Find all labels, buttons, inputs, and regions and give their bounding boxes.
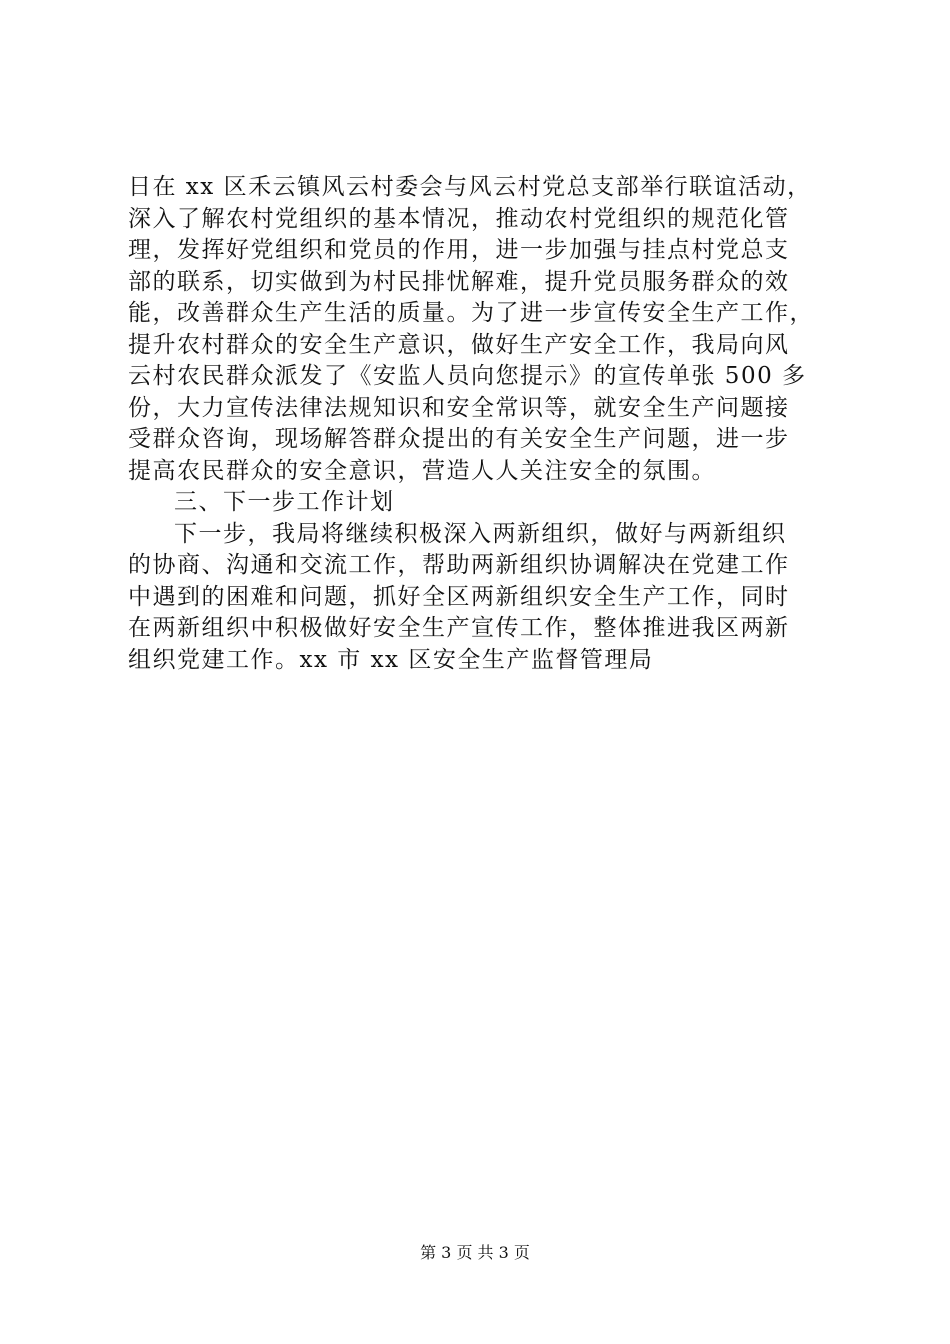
section-heading: 三、下一步工作计划	[174, 489, 395, 515]
document-body	[128, 172, 858, 676]
paragraph-line: 能，改善群众生产生活的质量。为了进一步宣传安全生产工作，	[128, 300, 814, 326]
paragraph-line: 受群众咨询，现场解答群众提出的有关安全生产问题，进一步	[128, 426, 790, 452]
paragraph-line: 提高农民群众的安全意识，营造人人关注安全的氛围。	[128, 457, 716, 484]
paragraph-line: 组织党建工作。xx 市 xx 区安全生产监督管理局	[128, 646, 654, 673]
paragraph-line: 云村农民群众派发了《安监人员向您提示》的宣传单张 500 多	[128, 363, 807, 389]
page-number-footer: 第 3 页 共 3 页	[420, 1243, 530, 1262]
paragraph-line: 在两新组织中积极做好安全生产宣传工作，整体推进我区两新	[128, 615, 790, 641]
paragraph-line: 的协商、沟通和交流工作，帮助两新组织协调解决在党建工作	[128, 552, 790, 578]
paragraph-line: 日在 xx 区禾云镇风云村委会与风云村党总支部举行联谊活动，	[128, 174, 812, 200]
paragraph-line: 深入了解农村党组织的基本情况，推动农村党组织的规范化管	[128, 205, 790, 232]
paragraph-line: 理，发挥好党组织和党员的作用，进一步加强与挂点村党总支	[128, 237, 790, 263]
paragraph-line: 部的联系，切实做到为村民排忧解难，提升党员服务群众的效	[128, 268, 790, 295]
paragraph-line: 下一步，我局将继续积极深入两新组织，做好与两新组织	[174, 520, 787, 547]
paragraph-line: 中遇到的困难和问题，抓好全区两新组织安全生产工作，同时	[128, 583, 790, 610]
paragraph-line: 提升农村群众的安全生产意识，做好生产安全工作，我局向风	[128, 331, 790, 358]
paragraph-line: 份，大力宣传法律法规知识和安全常识等，就安全生产问题接	[128, 394, 790, 421]
